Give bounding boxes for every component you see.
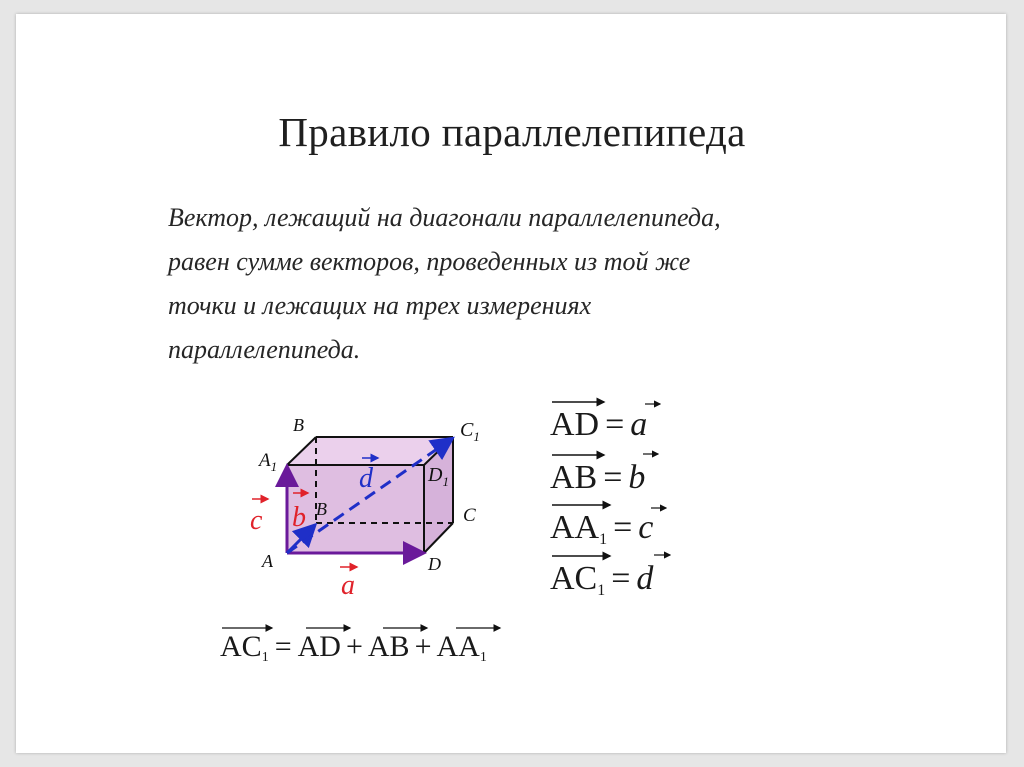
- rule-line-2: равен сумме векторов, проведенных из той же: [168, 247, 691, 276]
- rule-line-1: Вектор, лежащий на диагонали параллелепипеда,: [168, 203, 721, 232]
- svg-text:AB=b: AB = b: [550, 459, 646, 496]
- rule-line-4: параллелепипеда.: [168, 335, 361, 364]
- svg-text:AC1=AD+AB+AA1: AC1 = AD + AB + AA1: [220, 630, 487, 665]
- vertex-label-c: C: [463, 505, 476, 526]
- vector-label-c: [250, 499, 268, 536]
- svg-text:b: b: [292, 502, 306, 533]
- vertex-label-a1: $A_1$: [259, 450, 278, 474]
- rule-line-3: точки и лежащих на трех измерениях: [168, 291, 592, 320]
- svg-text:d: d: [359, 463, 373, 494]
- vector-label-a: [340, 567, 357, 601]
- svg-text:AA1=c: AA1 = c: [550, 509, 654, 548]
- vertex-label-d1: $D_1$: [428, 464, 449, 489]
- vertex-label-b-inner: B: [316, 499, 327, 519]
- identity-4: [550, 555, 670, 599]
- identity-3: [550, 505, 666, 548]
- svg-text:a: a: [341, 570, 355, 601]
- vertex-label-d: D: [428, 554, 441, 574]
- identity-2: [550, 454, 658, 496]
- vertex-label-a: A: [262, 551, 273, 571]
- svg-text:AD=a: AD = a: [550, 406, 648, 443]
- vertex-label-b: B: [293, 415, 304, 435]
- page-title: Правило параллелепипеда: [278, 109, 746, 155]
- vertex-label-c1: $C_1$: [460, 419, 480, 444]
- identity-1: [550, 402, 660, 443]
- sum-formula: [220, 628, 500, 665]
- svg-text:AC1=d: AC1 = d: [550, 560, 654, 599]
- svg-text:c: c: [250, 505, 263, 536]
